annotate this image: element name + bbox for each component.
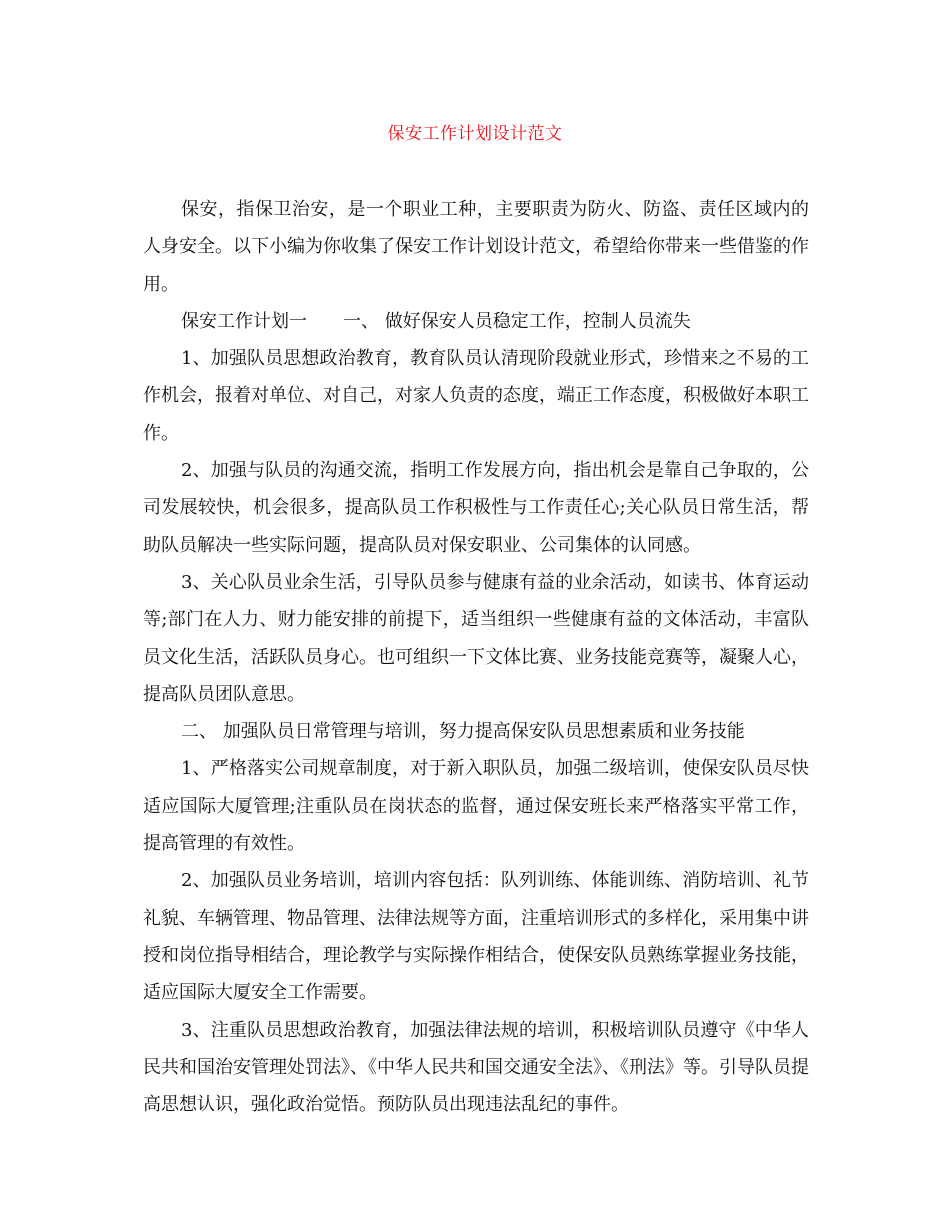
paragraph-item-1-2: 2、加强与队员的沟通交流，指明工作发展方向，指出机会是靠自己争取的，公司发展较快，机会很多，提高队员工作积极性与工作责任心;关心队员日常生活，帮助队员解决一些实际问题，提高队员对保安职业、公司集体的认同感。: [143, 460, 809, 556]
document-title: 保安工作计划设计范文: [387, 124, 563, 144]
paragraph-intro: 保安，指保卫治安，是一个职业工种，主要职责为防火、防盗、责任区域内的人身安全。以下小编为你收集了保安工作计划设计范文，希望给你带来一些借鉴的作用。: [143, 199, 809, 295]
paragraph-section-two-heading: 二、 加强队员日常管理与培训，努力提高保安队员思想素质和业务技能: [181, 721, 745, 743]
document-body: [143, 191, 809, 1123]
paragraph-item-2-1: 1、严格落实公司规章制度，对于新入职队员，加强二级培训，使保安队员尽快适应国际大厦管理;注重队员在岗状态的监督，通过保安班长来严格落实平常工作，提高管理的有效性。: [143, 758, 809, 855]
paragraph-plan-one-heading: 保安工作计划一 一、 做好保安人员稳定工作，控制人员流失: [181, 310, 691, 332]
paragraph-item-2-3: 3、注重队员思想政治教育，加强法律法规的培训，积极培训队员遵守《中华人民共和国治安管理处罚法》、《中华人民共和国交通安全法》、《刑法》等。引导队员提高思想认识，强化政治觉悟。预防队员出现违法乱纪的事件。: [143, 1019, 809, 1116]
paragraph-item-1-1: 1、加强队员思想政治教育，教育队员认清现阶段就业形式，珍惜来之不易的工作机会，报着对单位、对自己，对家人负责的态度，端正工作态度，积极做好本职工作。: [143, 348, 809, 444]
paragraph-item-1-3: 3、关心队员业余生活，引导队员参与健康有益的业余活动，如读书、体育运动等;部门在人力、财力能安排的前提下，适当组织一些健康有益的文体活动，丰富队员文化生活，活跃队员身心。也可组织一下文体比赛、业务技能竞赛等，凝聚人心，提高队员团队意思。: [143, 571, 809, 705]
paragraph-item-2-2: 2、加强队员业务培训，培训内容包括：队列训练、体能训练、消防培训、礼节礼貌、车辆管理、物品管理、法律法规等方面，注重培训形式的多样化，采用集中讲授和岗位指导相结合，理论教学与实际操作相结合，使保安队员熟练掌握业务技能，适应国际大厦安全工作需要。: [143, 870, 809, 1004]
